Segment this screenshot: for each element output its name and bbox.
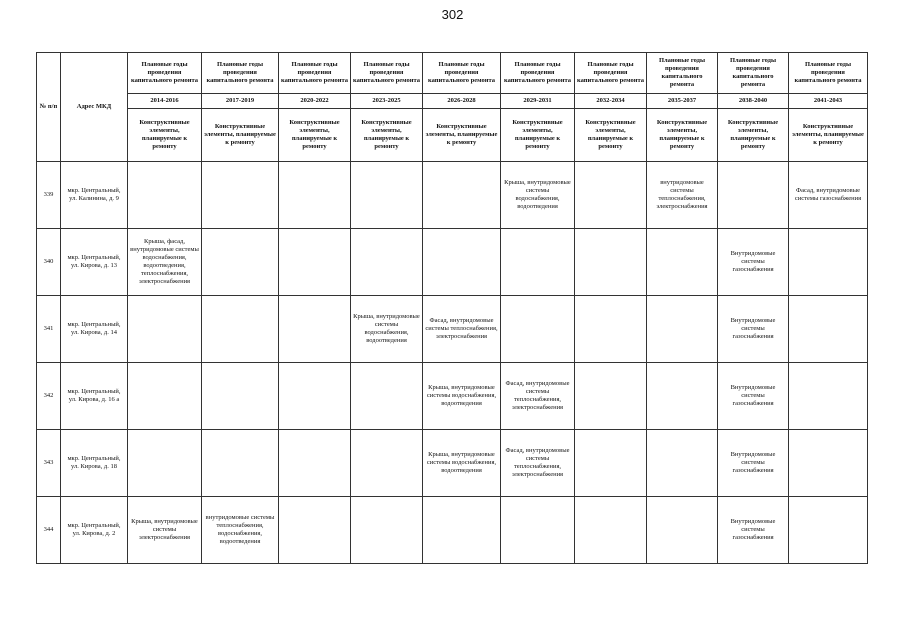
- header-planned-years: Плановые годы проведения капитального ремонта: [279, 53, 351, 94]
- table-row: [37, 363, 868, 430]
- repair-cell: [647, 363, 718, 430]
- repair-cell: [501, 229, 575, 296]
- repair-cell: [789, 229, 868, 296]
- repair-cell: [128, 296, 202, 363]
- repair-cell: [279, 229, 351, 296]
- repair-cell: [789, 430, 868, 497]
- repair-cell: [501, 497, 575, 564]
- repair-cell: [128, 430, 202, 497]
- repair-cell: [351, 229, 423, 296]
- header-period-9: 2041-2043: [789, 94, 868, 109]
- repair-cell: [279, 497, 351, 564]
- repair-cell: [647, 430, 718, 497]
- repair-cell: [789, 296, 868, 363]
- repair-cell: Крыша, внутридомовые системы электроснабжения: [128, 497, 202, 564]
- repair-cell: Крыша, фасад, внутридомовые системы водоснабжения, водоотведения, теплоснабжения, электроснабжения: [128, 229, 202, 296]
- repair-cell: Крыша, внутридомовые системы водоснабжения, водоотведения: [423, 430, 501, 497]
- header-elements: Конструктивные элементы, планируемые к ремонту: [128, 109, 202, 162]
- row-address: мкр. Центральный, ул. Кирова, д. 16 а: [61, 363, 128, 430]
- repair-cell: Фасад, внутридомовые системы теплоснабжения, электроснабжения: [423, 296, 501, 363]
- repair-cell: [351, 162, 423, 229]
- row-number: 342: [37, 363, 61, 430]
- repair-cell: Фасад, внутридомовые системы теплоснабжения, электроснабжения: [501, 363, 575, 430]
- repair-cell: внутридомовые системы теплоснабжения, электроснабжения: [647, 162, 718, 229]
- row-number: 343: [37, 430, 61, 497]
- row-number: 344: [37, 497, 61, 564]
- row-number: 340: [37, 229, 61, 296]
- header-elements: Конструктивные элементы, планируемые к ремонту: [279, 109, 351, 162]
- header-planned-years: Плановые годы проведения капитального ремонта: [718, 53, 789, 94]
- header-period-1: 2017-2019: [202, 94, 279, 109]
- header-elements: Конструктивные элементы, планируемые к ремонту: [423, 109, 501, 162]
- capital-repair-table: [36, 52, 868, 564]
- header-planned-years: Плановые годы проведения капитального ремонта: [128, 53, 202, 94]
- header-number: № п/п: [37, 53, 61, 162]
- header-period-3: 2023-2025: [351, 94, 423, 109]
- header-period-7: 2035-2037: [647, 94, 718, 109]
- header-planned-years: Плановые годы проведения капитального ремонта: [789, 53, 868, 94]
- repair-cell: Внутридомовые системы газоснабжения: [718, 363, 789, 430]
- header-planned-years: Плановые годы проведения капитального ремонта: [351, 53, 423, 94]
- repair-cell: [202, 363, 279, 430]
- table-row: [37, 296, 868, 363]
- row-address: мкр. Центральный, ул. Кирова, д. 2: [61, 497, 128, 564]
- repair-cell: [423, 229, 501, 296]
- repair-cell: [647, 296, 718, 363]
- header-period-2: 2020-2022: [279, 94, 351, 109]
- repair-cell: [202, 162, 279, 229]
- header-elements: Конструктивные элементы, планируемые к ремонту: [575, 109, 647, 162]
- header-period-6: 2032-2034: [575, 94, 647, 109]
- repair-cell: [575, 296, 647, 363]
- repair-cell: Крыша, внутридомовые системы водоснабжения, водоотведения: [501, 162, 575, 229]
- repair-cell: [575, 162, 647, 229]
- row-address: мкр. Центральный, ул. Кирова, д. 18: [61, 430, 128, 497]
- repair-cell: [789, 497, 868, 564]
- repair-cell: [575, 363, 647, 430]
- header-planned-years: Плановые годы проведения капитального ремонта: [202, 53, 279, 94]
- header-elements: Конструктивные элементы, планируемые к ремонту: [718, 109, 789, 162]
- repair-cell: Фасад, внутридомовые системы газоснабжения: [789, 162, 868, 229]
- repair-cell: [575, 430, 647, 497]
- repair-cell: Внутридомовые системы газоснабжения: [718, 229, 789, 296]
- row-address: мкр. Центральный, ул. Кирова, д. 14: [61, 296, 128, 363]
- repair-cell: [202, 430, 279, 497]
- row-address: мкр. Центральный, ул. Калинина, д. 9: [61, 162, 128, 229]
- repair-cell: [279, 363, 351, 430]
- header-elements: Конструктивные элементы, планируемые к ремонту: [647, 109, 718, 162]
- repair-cell: Внутридомовые системы газоснабжения: [718, 296, 789, 363]
- repair-cell: [128, 162, 202, 229]
- repair-cell: [501, 296, 575, 363]
- row-number: 341: [37, 296, 61, 363]
- table-row: [37, 430, 868, 497]
- row-address: мкр. Центральный, ул. Кирова, д. 13: [61, 229, 128, 296]
- header-planned-years: Плановые годы проведения капитального ремонта: [501, 53, 575, 94]
- repair-cell: [575, 497, 647, 564]
- repair-cell: внутридомовые системы теплоснабжения, водоснабжения, водоотведения: [202, 497, 279, 564]
- repair-cell: [647, 229, 718, 296]
- repair-cell: [718, 162, 789, 229]
- table-row: [37, 162, 868, 229]
- table-row: [37, 229, 868, 296]
- header-elements: Конструктивные элементы, планируемые к ремонту: [501, 109, 575, 162]
- repair-cell: Крыша, внутридомовые системы водоснабжения, водоотведения: [423, 363, 501, 430]
- repair-cell: [202, 296, 279, 363]
- repair-cell: Внутридомовые системы газоснабжения: [718, 430, 789, 497]
- row-number: 339: [37, 162, 61, 229]
- repair-cell: Внутридомовые системы газоснабжения: [718, 497, 789, 564]
- repair-cell: [279, 162, 351, 229]
- header-period-5: 2029-2031: [501, 94, 575, 109]
- repair-cell: [789, 363, 868, 430]
- repair-cell: [423, 497, 501, 564]
- repair-cell: [575, 229, 647, 296]
- page-number: 302: [441, 7, 464, 22]
- repair-cell: [351, 363, 423, 430]
- repair-cell: [423, 162, 501, 229]
- header-elements: Конструктивные элементы, планируемые к ремонту: [202, 109, 279, 162]
- header-period-4: 2026-2028: [423, 94, 501, 109]
- repair-cell: [351, 430, 423, 497]
- header-planned-years: Плановые годы проведения капитального ремонта: [575, 53, 647, 94]
- repair-cell: [279, 296, 351, 363]
- table-header: [37, 53, 868, 162]
- header-address: Адрес МКД: [61, 53, 128, 162]
- repair-cell: [647, 497, 718, 564]
- table-body: [37, 162, 868, 564]
- header-elements: Конструктивные элементы, планируемые к ремонту: [351, 109, 423, 162]
- header-period-8: 2038-2040: [718, 94, 789, 109]
- repair-cell: [351, 497, 423, 564]
- repair-cell: [202, 229, 279, 296]
- header-elements: Конструктивные элементы, планируемые к ремонту: [789, 109, 868, 162]
- repair-cell: [279, 430, 351, 497]
- repair-cell: Фасад, внутридомовые системы теплоснабжения, электроснабжения: [501, 430, 575, 497]
- repair-cell: [128, 363, 202, 430]
- repair-cell: Крыша, внутридомовые системы водоснабжения, водоотведения: [351, 296, 423, 363]
- header-period-0: 2014-2016: [128, 94, 202, 109]
- header-planned-years: Плановые годы проведения капитального ремонта: [423, 53, 501, 94]
- header-planned-years: Плановые годы проведения капитального ремонта: [647, 53, 718, 94]
- table-row: [37, 497, 868, 564]
